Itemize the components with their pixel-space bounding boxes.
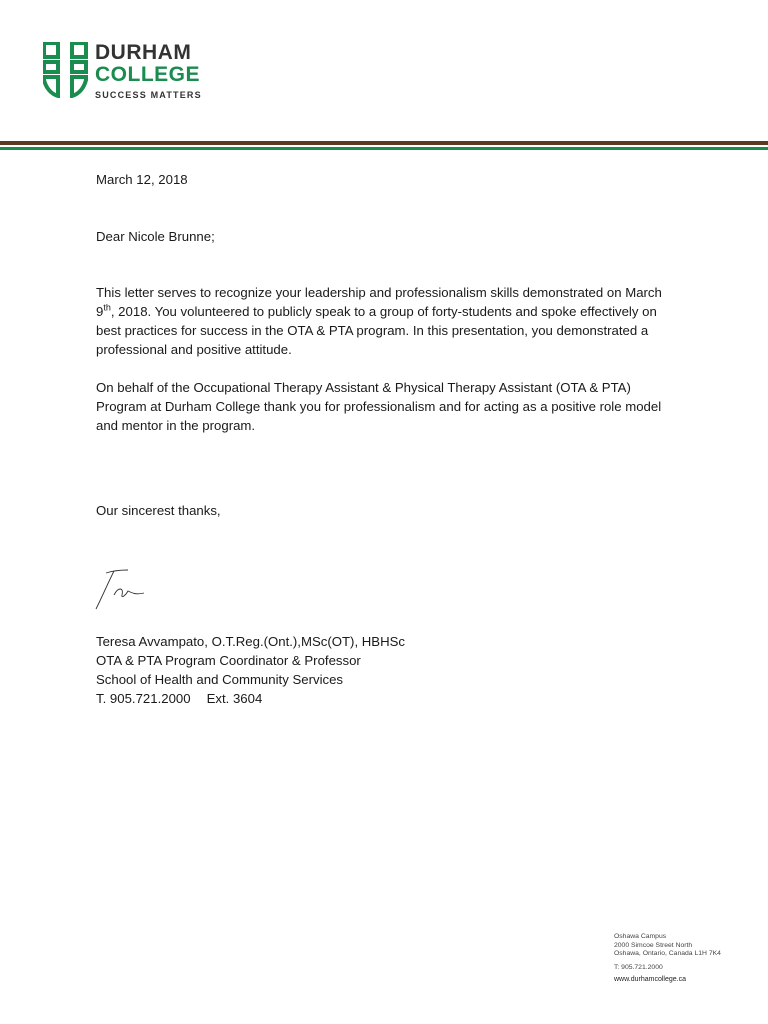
signatory-name: Teresa Avvampato, O.T.Reg.(Ont.),MSc(OT), HBHSc	[96, 634, 406, 649]
crest-icon	[43, 42, 88, 98]
letter-salutation: Dear Nicole Brunne;	[96, 229, 215, 244]
signatory-block	[96, 632, 405, 708]
signatory-extension: Ext. 3604	[206, 691, 263, 706]
signatory-phone: T. 905.721.2000	[96, 691, 191, 706]
campus-address-footer	[614, 933, 721, 985]
footer-phone: T: 905.721.2000	[614, 963, 663, 971]
logo-tagline: SUCCESS MATTERS	[95, 90, 202, 100]
ordinal-suffix: th	[103, 302, 111, 313]
signatory-contact	[96, 689, 405, 708]
signatory-school: School of Health and Community Services	[96, 672, 344, 687]
logo-line-college: COLLEGE	[95, 63, 201, 86]
header-divider-brown	[0, 141, 768, 145]
letter-closing: Our sincerest thanks,	[96, 503, 221, 518]
footer-website: www.durhamcollege.ca	[614, 976, 686, 983]
letter-date: March 12, 2018	[96, 172, 188, 187]
durham-college-logo	[43, 42, 213, 100]
paragraph-1-start: This letter serves to recognize your leadership and professionalism skills demonstrated on March 9	[96, 285, 662, 319]
footer-city: Oshawa, Ontario, Canada L1H 7K4	[614, 950, 721, 957]
footer-street: 2000 Simcoe Street North	[614, 941, 693, 949]
footer-campus: Oshawa Campus	[614, 933, 667, 940]
paragraph-1-end: , 2018. You volunteered to publicly speak to a group of forty-students and spoke effectively on best practices for success in the OTA & PTA program. In this presentation, you demonstrated a professional and positive attitude.	[96, 304, 657, 357]
handwritten-signature	[92, 565, 152, 613]
signatory-title: OTA & PTA Program Coordinator & Professor	[96, 653, 361, 668]
letter-paragraph-2: On behalf of the Occupational Therapy Assistant & Physical Therapy Assistant (OTA & PTA) Program at Durham College thank you for professionalism and for acting as a positive role model and mentor in the program.	[96, 380, 662, 433]
logo-line-durham: DURHAM	[95, 41, 192, 64]
letter-paragraph-1	[96, 283, 676, 359]
header-divider-green	[0, 147, 768, 150]
letter-date-block	[96, 170, 676, 189]
letter-body	[96, 283, 676, 454]
